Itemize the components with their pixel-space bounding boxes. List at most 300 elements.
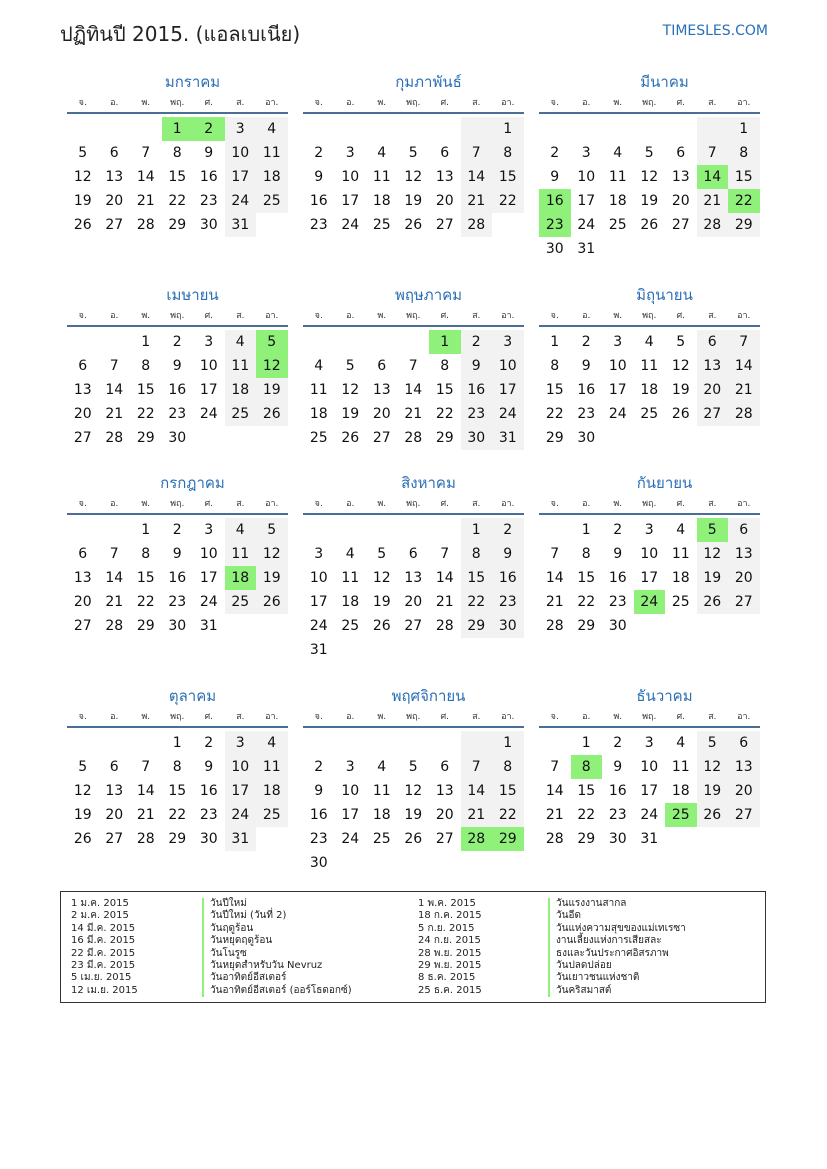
day-cell: 2 — [204, 735, 214, 751]
weekday-label: ส. — [472, 311, 481, 321]
empty-cell — [366, 117, 398, 141]
day-cell: 20 — [105, 807, 124, 823]
weekday-label: พฤ. — [170, 311, 185, 321]
day-cell: 14 — [105, 570, 124, 586]
day-cell: 4 — [377, 759, 387, 775]
day-cell: 3 — [225, 731, 257, 755]
day-cell: 6 — [440, 145, 450, 161]
legend-date: 5 ก.ย. 2015 — [418, 922, 475, 934]
day-cell: 26 — [697, 590, 729, 614]
day-cell: 15 — [577, 783, 596, 799]
weekday-label: ศ. — [440, 499, 450, 509]
day-cell: 1 — [141, 522, 151, 538]
day-cell: 30 — [608, 831, 627, 847]
day-cell: 19 — [256, 378, 288, 402]
weekday-label: ศ. — [676, 712, 686, 722]
day-cell: 16 — [608, 783, 627, 799]
day-cell: 1 — [461, 518, 493, 542]
weekday-label: อา. — [737, 712, 751, 722]
day-cell: 15 — [545, 382, 564, 398]
weekday-label: อ. — [110, 712, 119, 722]
day-cell: 3 — [613, 334, 623, 350]
weekday-label: ส. — [236, 98, 245, 108]
weekday-label: อา. — [501, 499, 515, 509]
weekday-label: พฤ. — [642, 98, 657, 108]
day-cell: 5 — [78, 759, 88, 775]
day-cell: 21 — [461, 189, 493, 213]
month-calendar — [539, 285, 760, 450]
holiday-day: 22 — [728, 189, 760, 213]
day-cell: 14 — [404, 382, 423, 398]
weekday-label: จ. — [314, 98, 323, 108]
weekday-label: พฤ. — [406, 311, 421, 321]
day-cell: 4 — [314, 358, 324, 374]
weekday-label: พฤ. — [406, 98, 421, 108]
legend-date: 29 พ.ย. 2015 — [418, 960, 482, 971]
day-grid — [303, 330, 524, 450]
day-cell: 21 — [545, 807, 564, 823]
legend-holiday-name: วันหยุดสำหรับวัน Nevruz — [202, 960, 322, 972]
weekday-header — [539, 497, 760, 515]
day-cell: 19 — [73, 807, 92, 823]
legend-date: 22 มี.ค. 2015 — [71, 947, 136, 959]
day-cell: 17 — [199, 570, 218, 586]
month-calendar — [539, 72, 760, 261]
day-cell: 21 — [697, 189, 729, 213]
day-cell: 31 — [492, 426, 524, 450]
day-cell: 1 — [581, 522, 591, 538]
day-cell: 23 — [168, 406, 187, 422]
day-cell: 8 — [492, 755, 524, 779]
day-cell: 14 — [545, 783, 564, 799]
month-calendar — [303, 473, 524, 662]
day-cell: 22 — [136, 406, 155, 422]
day-cell: 30 — [309, 855, 328, 871]
day-cell: 9 — [314, 783, 324, 799]
day-cell: 4 — [676, 735, 686, 751]
empty-cell — [429, 117, 461, 141]
legend-date: 5 เม.ย. 2015 — [71, 972, 132, 984]
holiday-day: 8 — [571, 755, 603, 779]
day-cell: 20 — [73, 594, 92, 610]
month-calendar — [67, 473, 288, 638]
weekday-header — [303, 309, 524, 327]
day-cell: 12 — [404, 783, 423, 799]
month-calendar — [539, 473, 760, 638]
legend-date: 28 พ.ย. 2015 — [418, 947, 482, 959]
holiday-day: 14 — [697, 165, 729, 189]
day-cell: 20 — [372, 406, 391, 422]
month-calendar — [303, 72, 524, 237]
day-cell: 16 — [309, 193, 328, 209]
weekday-label: ส. — [472, 98, 481, 108]
weekday-label: อา. — [501, 712, 515, 722]
day-cell: 21 — [136, 807, 155, 823]
weekday-label: ส. — [708, 499, 717, 509]
day-cell: 10 — [577, 169, 596, 185]
day-cell: 15 — [136, 570, 155, 586]
day-cell: 22 — [492, 189, 524, 213]
day-cell: 22 — [492, 803, 524, 827]
day-cell: 21 — [461, 803, 493, 827]
day-cell: 7 — [109, 358, 119, 374]
day-cell: 8 — [581, 546, 591, 562]
month-calendar — [539, 686, 760, 851]
holiday-day: 1 — [162, 117, 194, 141]
empty-cell — [67, 518, 99, 542]
day-cell: 20 — [404, 594, 423, 610]
month-name: กรกฎาคม — [160, 474, 225, 492]
day-cell: 3 — [492, 330, 524, 354]
day-cell: 16 — [608, 570, 627, 586]
weekday-header — [539, 309, 760, 327]
month-calendar — [67, 686, 288, 851]
day-cell: 10 — [640, 546, 659, 562]
day-cell: 29 — [435, 430, 454, 446]
weekday-label: ศ. — [676, 311, 686, 321]
weekday-header — [539, 710, 760, 728]
day-cell: 17 — [640, 570, 659, 586]
day-cell: 4 — [377, 145, 387, 161]
day-cell: 2 — [492, 518, 524, 542]
day-cell: 18 — [671, 570, 690, 586]
day-cell: 27 — [73, 618, 92, 634]
empty-cell — [461, 117, 493, 141]
day-cell: 13 — [73, 382, 92, 398]
day-cell: 21 — [136, 193, 155, 209]
weekday-label: อา. — [737, 98, 751, 108]
empty-cell — [539, 518, 571, 542]
weekday-label: อา. — [501, 311, 515, 321]
day-cell: 18 — [372, 807, 391, 823]
day-cell: 17 — [341, 807, 360, 823]
day-cell: 2 — [172, 522, 182, 538]
empty-cell — [366, 518, 398, 542]
day-cell: 29 — [136, 430, 155, 446]
day-cell: 23 — [199, 193, 218, 209]
day-cell: 23 — [461, 402, 493, 426]
legend-holiday-name: ธงและวันประกาศอิสรภาพ — [548, 948, 669, 960]
weekday-header — [539, 96, 760, 114]
day-cell: 4 — [256, 731, 288, 755]
empty-cell — [130, 731, 162, 755]
empty-cell — [398, 117, 430, 141]
day-cell: 22 — [461, 590, 493, 614]
month-name: มกราคม — [164, 73, 221, 91]
empty-cell — [461, 731, 493, 755]
day-cell: 11 — [671, 546, 690, 562]
day-cell: 8 — [141, 546, 151, 562]
day-cell: 8 — [440, 358, 450, 374]
day-cell: 29 — [168, 217, 187, 233]
day-cell: 7 — [141, 145, 151, 161]
day-cell: 29 — [577, 831, 596, 847]
empty-cell — [67, 117, 99, 141]
day-cell: 29 — [728, 213, 760, 237]
weekday-label: อา. — [737, 499, 751, 509]
day-cell: 7 — [440, 546, 450, 562]
day-cell: 17 — [225, 779, 257, 803]
day-cell: 28 — [136, 831, 155, 847]
month-calendar — [303, 285, 524, 450]
day-cell: 2 — [314, 759, 324, 775]
day-cell: 30 — [199, 217, 218, 233]
day-cell: 17 — [309, 594, 328, 610]
legend-holiday-name: วันอาทิตย์อีสเตอร์ — [202, 972, 286, 984]
empty-cell — [303, 330, 335, 354]
empty-cell — [539, 117, 571, 141]
day-cell: 20 — [671, 193, 690, 209]
day-cell: 7 — [141, 759, 151, 775]
day-cell: 25 — [256, 189, 288, 213]
day-cell: 11 — [671, 759, 690, 775]
day-cell: 27 — [671, 217, 690, 233]
day-cell: 8 — [492, 141, 524, 165]
day-cell: 16 — [461, 378, 493, 402]
day-cell: 13 — [105, 783, 124, 799]
weekday-label: อ. — [346, 712, 355, 722]
day-cell: 27 — [105, 217, 124, 233]
day-cell: 15 — [492, 165, 524, 189]
legend-date: 23 มี.ค. 2015 — [71, 960, 136, 971]
day-cell: 10 — [341, 783, 360, 799]
legend-holiday-name: วันฤดูร้อน — [202, 923, 253, 935]
day-grid — [539, 518, 760, 638]
day-cell: 6 — [728, 731, 760, 755]
day-cell: 20 — [105, 193, 124, 209]
day-cell: 29 — [461, 614, 493, 638]
day-cell: 30 — [577, 430, 596, 446]
day-cell: 26 — [73, 217, 92, 233]
weekday-label: ศ. — [204, 712, 214, 722]
day-cell: 6 — [78, 546, 88, 562]
day-cell: 11 — [225, 542, 257, 566]
day-cell: 26 — [372, 618, 391, 634]
day-cell: 15 — [435, 382, 454, 398]
day-cell: 30 — [168, 618, 187, 634]
weekday-label: จ. — [78, 499, 87, 509]
legend-holiday-name: วันแรงงานสากล — [548, 898, 626, 910]
day-cell: 12 — [640, 169, 659, 185]
day-cell: 11 — [256, 755, 288, 779]
weekday-label: จ. — [78, 98, 87, 108]
day-cell: 20 — [435, 807, 454, 823]
day-cell: 7 — [461, 755, 493, 779]
weekday-label: ศ. — [676, 499, 686, 509]
weekday-label: พ. — [377, 712, 387, 722]
empty-cell — [99, 117, 131, 141]
day-cell: 16 — [199, 783, 218, 799]
day-cell: 19 — [697, 779, 729, 803]
legend-date: 12 เม.ย. 2015 — [71, 984, 138, 996]
legend-holiday-name: วันปีใหม่ — [202, 898, 247, 910]
holiday-day: 2 — [193, 117, 225, 141]
day-cell: 5 — [697, 731, 729, 755]
day-cell: 2 — [613, 735, 623, 751]
day-cell: 9 — [172, 358, 182, 374]
day-cell: 16 — [309, 807, 328, 823]
day-cell: 23 — [492, 590, 524, 614]
empty-cell — [398, 731, 430, 755]
empty-cell — [366, 731, 398, 755]
weekday-label: อ. — [110, 98, 119, 108]
weekday-label: พ. — [141, 499, 151, 509]
weekday-label: พ. — [377, 311, 387, 321]
empty-cell — [429, 731, 461, 755]
weekday-label: จ. — [550, 712, 559, 722]
day-cell: 1 — [550, 334, 560, 350]
weekday-label: พฤ. — [406, 499, 421, 509]
day-cell: 3 — [345, 759, 355, 775]
day-cell: 31 — [225, 827, 257, 851]
day-cell: 4 — [225, 518, 257, 542]
day-cell: 6 — [440, 759, 450, 775]
weekday-label: อา. — [265, 98, 279, 108]
day-cell: 12 — [671, 358, 690, 374]
day-cell: 23 — [608, 594, 627, 610]
weekday-label: พฤ. — [170, 712, 185, 722]
day-cell: 31 — [199, 618, 218, 634]
day-cell: 26 — [404, 217, 423, 233]
day-cell: 17 — [341, 193, 360, 209]
day-cell: 6 — [408, 546, 418, 562]
empty-cell — [366, 330, 398, 354]
day-cell: 30 — [608, 618, 627, 634]
day-cell: 29 — [545, 430, 564, 446]
month-name: สิงหาคม — [401, 474, 456, 492]
legend-date: 18 ก.ค. 2015 — [418, 910, 482, 922]
day-cell: 2 — [581, 334, 591, 350]
day-cell: 23 — [577, 406, 596, 422]
day-cell: 24 — [577, 217, 596, 233]
day-cell: 14 — [136, 169, 155, 185]
day-cell: 27 — [435, 217, 454, 233]
day-cell: 24 — [225, 189, 257, 213]
day-cell: 1 — [141, 334, 151, 350]
day-cell: 3 — [314, 546, 324, 562]
brand-link[interactable]: TIMESLES.COM — [662, 23, 768, 39]
day-cell: 15 — [577, 570, 596, 586]
weekday-label: อา. — [265, 311, 279, 321]
day-cell: 31 — [309, 642, 328, 658]
day-cell: 18 — [372, 193, 391, 209]
day-cell: 15 — [136, 382, 155, 398]
day-cell: 21 — [545, 594, 564, 610]
day-grid — [303, 117, 524, 237]
legend-holiday-name: วันปลดปล่อย — [548, 960, 612, 972]
day-cell: 12 — [697, 542, 729, 566]
day-cell: 13 — [404, 570, 423, 586]
empty-cell — [67, 731, 99, 755]
day-cell: 8 — [550, 358, 560, 374]
weekday-header — [303, 497, 524, 515]
day-cell: 11 — [608, 169, 627, 185]
day-cell: 31 — [640, 831, 659, 847]
day-cell: 14 — [136, 783, 155, 799]
empty-cell — [335, 518, 367, 542]
month-name: มิถุนายน — [636, 286, 693, 304]
day-cell: 30 — [199, 831, 218, 847]
month-calendar — [67, 285, 288, 450]
day-cell: 2 — [550, 145, 560, 161]
day-cell: 17 — [225, 165, 257, 189]
empty-cell — [335, 330, 367, 354]
weekday-label: ศ. — [204, 311, 214, 321]
weekday-label: พฤ. — [170, 98, 185, 108]
day-cell: 13 — [671, 169, 690, 185]
weekday-label: อ. — [110, 499, 119, 509]
day-cell: 26 — [341, 430, 360, 446]
day-cell: 27 — [105, 831, 124, 847]
day-cell: 16 — [577, 382, 596, 398]
day-cell: 11 — [225, 354, 257, 378]
legend-holiday-name: งานเลี้ยงแห่งการเสียสละ — [548, 935, 662, 947]
day-cell: 10 — [225, 141, 257, 165]
weekday-header — [67, 309, 288, 327]
day-cell: 14 — [105, 382, 124, 398]
day-cell: 9 — [613, 546, 623, 562]
day-cell: 23 — [309, 831, 328, 847]
weekday-label: อา. — [265, 712, 279, 722]
day-cell: 30 — [492, 614, 524, 638]
holiday-day: 25 — [665, 803, 697, 827]
weekday-label: อ. — [346, 499, 355, 509]
weekday-label: จ. — [78, 712, 87, 722]
day-cell: 25 — [225, 590, 257, 614]
weekday-label: พฤ. — [406, 712, 421, 722]
day-grid — [303, 518, 524, 662]
day-cell: 11 — [341, 570, 360, 586]
day-cell: 24 — [225, 803, 257, 827]
month-name: ตุลาคม — [168, 687, 217, 705]
day-grid — [67, 731, 288, 851]
day-cell: 28 — [728, 402, 760, 426]
empty-cell — [398, 330, 430, 354]
weekday-label: พ. — [141, 712, 151, 722]
day-cell: 9 — [204, 759, 214, 775]
day-cell: 10 — [225, 755, 257, 779]
day-cell: 5 — [408, 145, 418, 161]
day-cell: 28 — [105, 618, 124, 634]
month-calendar — [303, 686, 524, 875]
day-cell: 7 — [408, 358, 418, 374]
day-cell: 21 — [728, 378, 760, 402]
month-name: พฤศจิกายน — [391, 687, 466, 705]
empty-cell — [429, 518, 461, 542]
day-cell: 20 — [697, 378, 729, 402]
day-cell: 5 — [408, 759, 418, 775]
holiday-day: 5 — [256, 330, 288, 354]
empty-cell — [99, 518, 131, 542]
day-cell: 29 — [136, 618, 155, 634]
day-cell: 10 — [492, 354, 524, 378]
day-cell: 11 — [256, 141, 288, 165]
day-cell: 10 — [199, 358, 218, 374]
day-cell: 14 — [545, 570, 564, 586]
holiday-day: 1 — [429, 330, 461, 354]
day-cell: 25 — [225, 402, 257, 426]
legend-date: 1 พ.ค. 2015 — [418, 898, 476, 909]
weekday-header — [303, 96, 524, 114]
weekday-label: จ. — [550, 311, 559, 321]
day-cell: 24 — [341, 217, 360, 233]
day-cell: 30 — [545, 241, 564, 257]
weekday-label: พ. — [613, 499, 623, 509]
day-cell: 4 — [676, 522, 686, 538]
day-cell: 9 — [172, 546, 182, 562]
weekday-label: อา. — [737, 311, 751, 321]
empty-cell — [398, 518, 430, 542]
